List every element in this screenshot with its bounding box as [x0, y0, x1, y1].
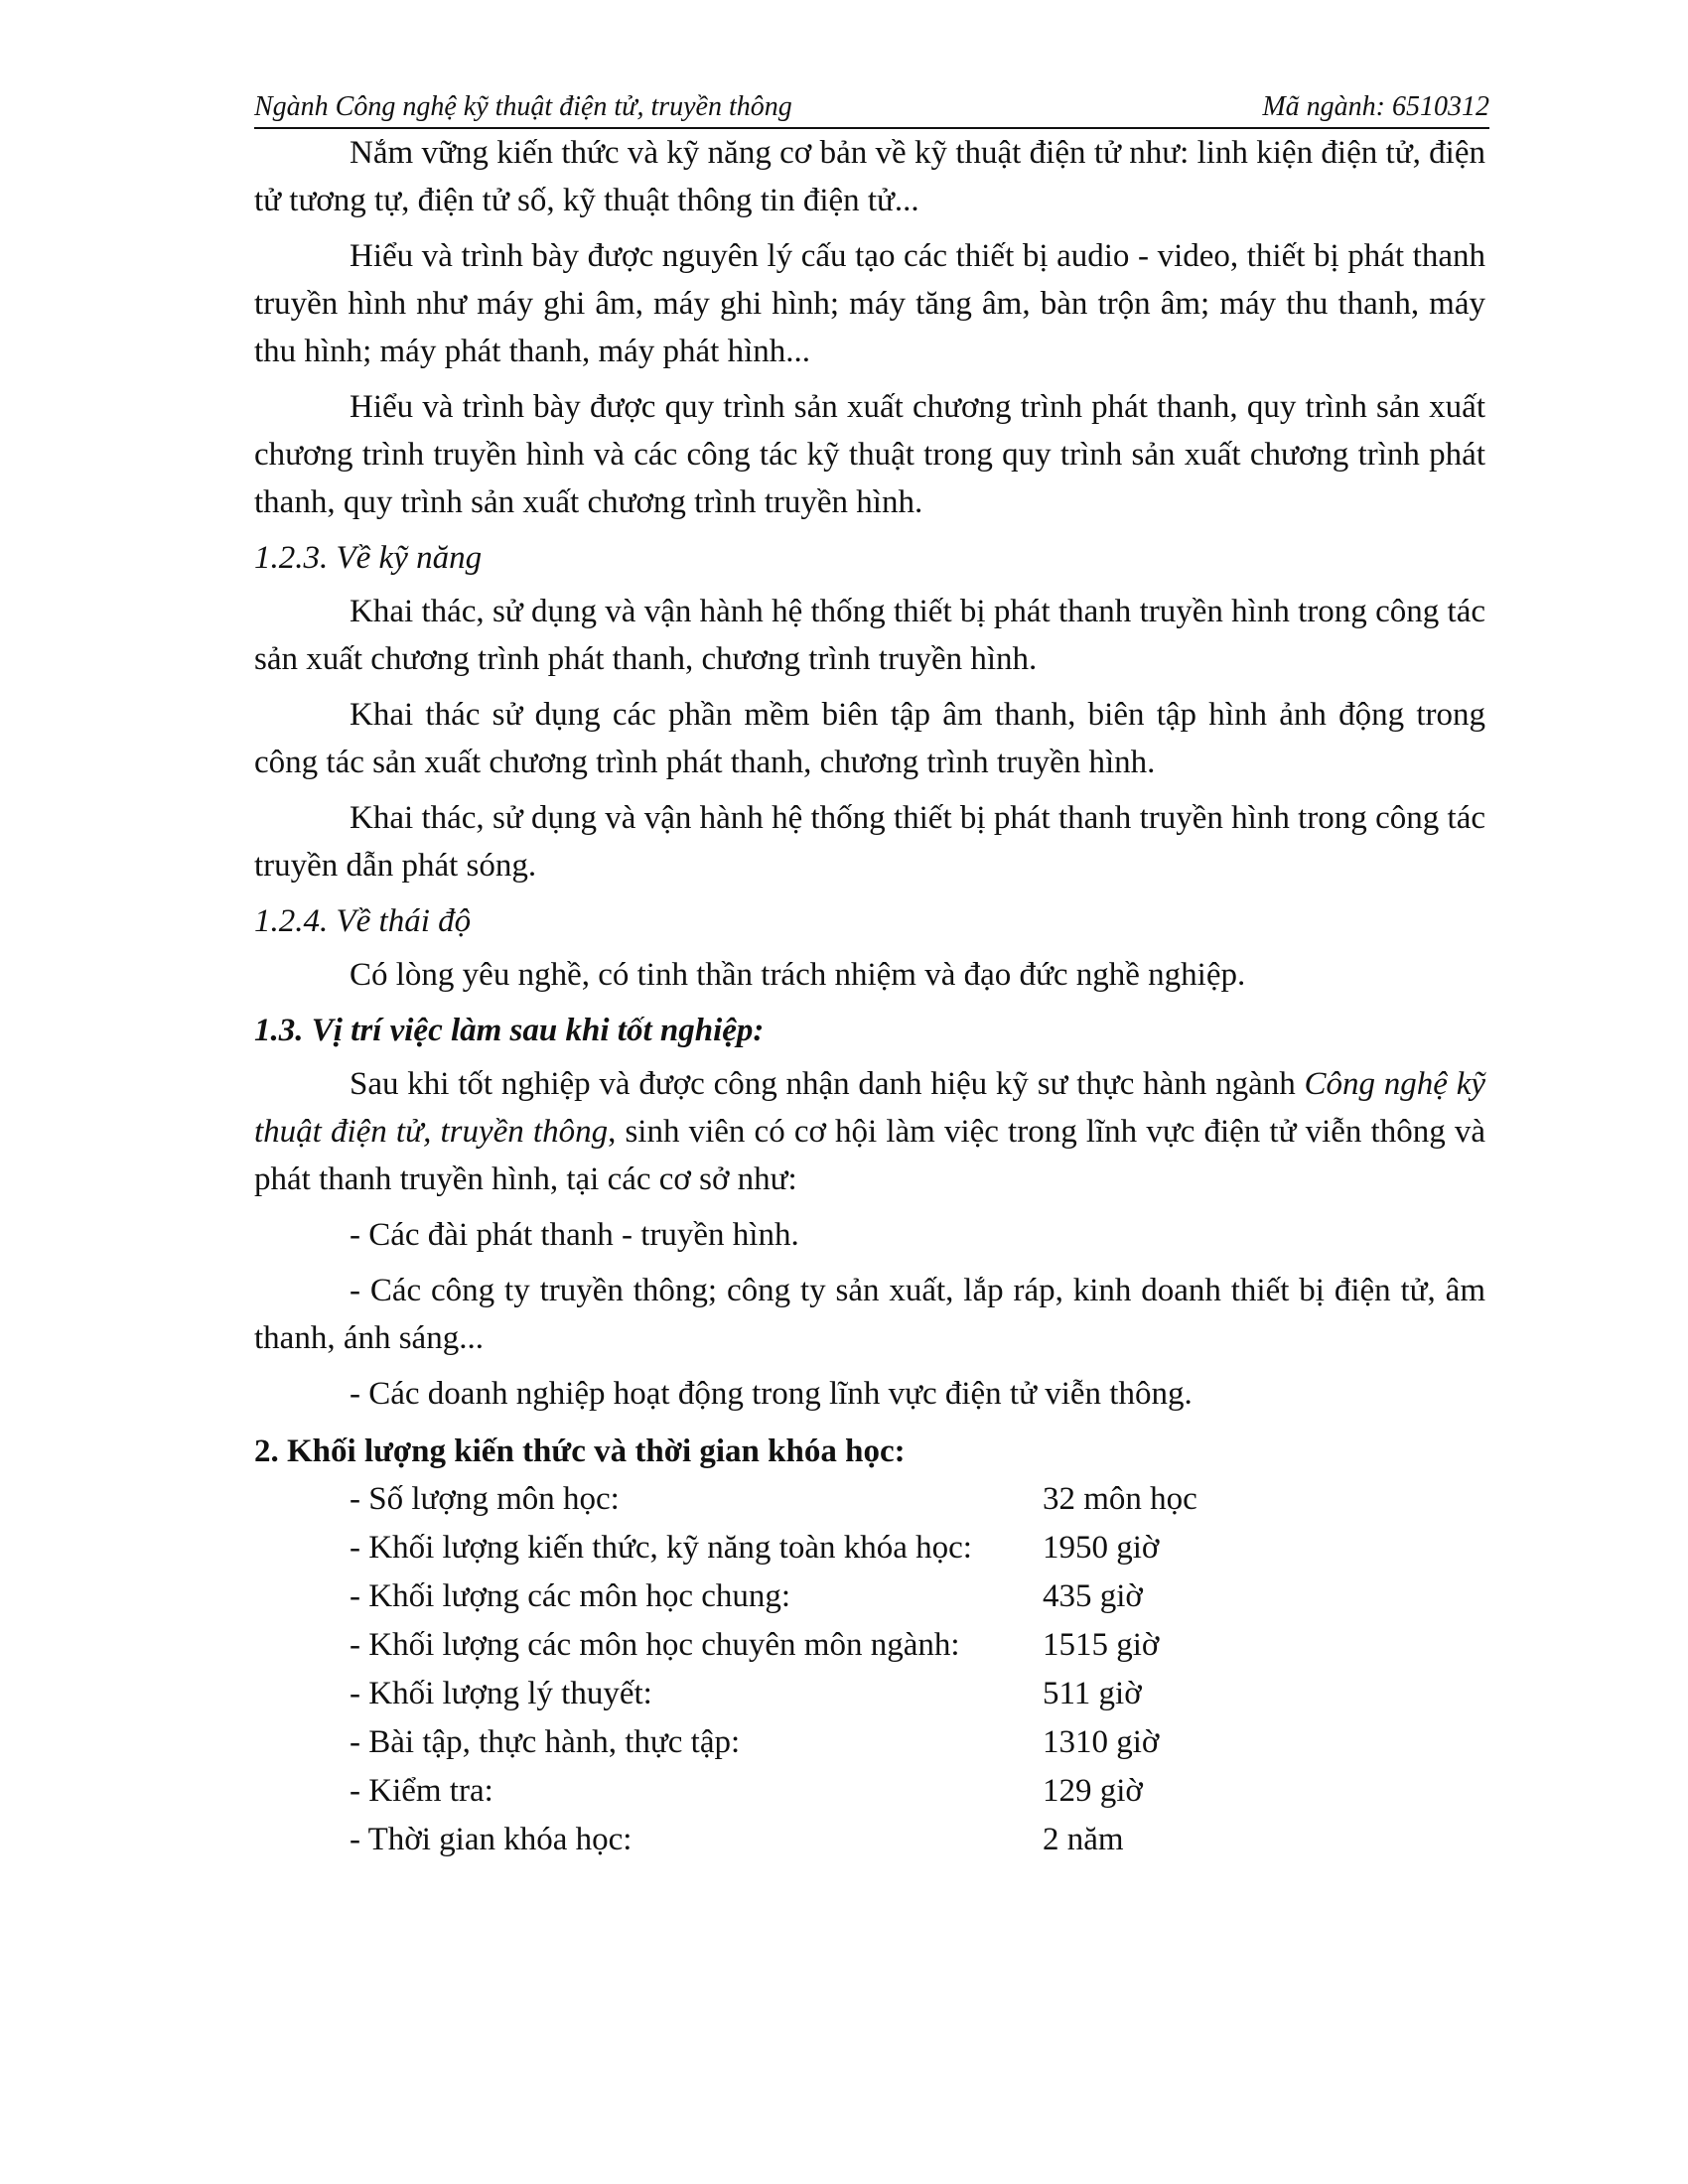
- jobs-list-item: - Các doanh nghiệp hoạt động trong lĩnh vực điện tử viễn thông.: [350, 1376, 1193, 1412]
- skills-paragraph-3: Khai thác, sử dụng và vận hành hệ thống thiết bị phát thanh truyền hình trong công tác truyền dẫn phát sóng.: [254, 800, 1485, 884]
- volume-row-value: 1310 giờ: [1043, 1724, 1160, 1760]
- volume-row-label: - Khối lượng lý thuyết:: [350, 1676, 652, 1711]
- volume-row-label: - Khối lượng các môn học chuyên môn ngành:: [350, 1627, 960, 1663]
- volume-row: [350, 1572, 1485, 1621]
- volume-row: [350, 1475, 1485, 1524]
- volume-row-value: 129 giờ: [1043, 1773, 1143, 1809]
- volume-row-label: - Khối lượng các môn học chung:: [350, 1578, 791, 1614]
- jobs-list-item: - Các công ty truyền thông; công ty sản xuất, lắp ráp, kinh doanh thiết bị điện tử, âm thanh, ánh sáng...: [254, 1273, 1485, 1356]
- jobs-intro-end: , sinh viên có cơ hội làm việc trong lĩnh vực điện tử viễn thông và phát thanh truyền hình, tại các cơ sở như:: [254, 1114, 1486, 1197]
- knowledge-paragraph-1: Nắm vững kiến thức và kỹ năng cơ bản về kỹ thuật điện tử như: linh kiện điện tử, điện tử tương tự, điện tử số, kỹ thuật thông tin điện tử...: [254, 135, 1485, 218]
- volume-row: [350, 1621, 1485, 1670]
- header-program-name: Ngành Công nghệ kỹ thuật điện tử, truyền thông: [254, 91, 792, 122]
- knowledge-paragraph-2: Hiểu và trình bày được nguyên lý cấu tạo các thiết bị audio - video, thiết bị phát thanh truyền hình như máy ghi âm, máy ghi hình; máy tăng âm, bàn trộn âm; máy thu thanh, máy thu hình; máy phát thanh, máy phát hình...: [254, 238, 1485, 369]
- volume-row: [350, 1670, 1485, 1718]
- running-header: [254, 87, 1489, 129]
- volume-table: [350, 1475, 1485, 1864]
- volume-row-label: - Số lượng môn học:: [350, 1481, 620, 1517]
- volume-row: [350, 1816, 1485, 1864]
- skills-paragraph-2: Khai thác sử dụng các phần mềm biên tập âm thanh, biên tập hình ảnh động trong công tác sản xuất chương trình phát thanh, chương trình truyền hình.: [254, 697, 1485, 780]
- volume-row-value: 1950 giờ: [1043, 1530, 1160, 1566]
- volume-row-label: - Bài tập, thực hành, thực tập:: [350, 1724, 741, 1760]
- attitude-heading: 1.2.4. Về thái độ: [254, 903, 472, 939]
- volume-row: [350, 1524, 1485, 1572]
- volume-row-value: 1515 giờ: [1043, 1627, 1160, 1663]
- document-page: [254, 87, 1489, 1864]
- jobs-heading: 1.3. Vị trí việc làm sau khi tốt nghiệp:: [254, 1013, 765, 1048]
- volume-row-value: 511 giờ: [1043, 1676, 1142, 1711]
- volume-row-value: 2 năm: [1043, 1822, 1124, 1857]
- volume-row-value: 32 môn học: [1043, 1481, 1197, 1517]
- jobs-intro-major: Công nghệ kỹ thuật điện tử, truyền thông: [254, 1066, 1485, 1150]
- volume-row: [350, 1718, 1485, 1767]
- jobs-intro-start: Sau khi tốt nghiệp và được công nhận danh hiệu kỹ sư thực hành ngành: [350, 1066, 1305, 1102]
- jobs-intro-paragraph: [254, 1060, 1485, 1203]
- document-body: [254, 129, 1485, 1864]
- volume-row-label: - Kiểm tra:: [350, 1773, 493, 1809]
- volume-row-label: - Thời gian khóa học:: [350, 1822, 633, 1857]
- volume-heading: 2. Khối lượng kiến thức và thời gian khóa học:: [254, 1433, 906, 1469]
- skills-heading: 1.2.3. Về kỹ năng: [254, 540, 483, 576]
- jobs-list-item: - Các đài phát thanh - truyền hình.: [350, 1217, 799, 1253]
- skills-paragraph-1: Khai thác, sử dụng và vận hành hệ thống thiết bị phát thanh truyền hình trong công tác sản xuất chương trình phát thanh, chương trình truyền hình.: [254, 594, 1485, 677]
- volume-row-value: 435 giờ: [1043, 1578, 1143, 1614]
- volume-row: [350, 1767, 1485, 1816]
- header-program-code: Mã ngành: 6510312: [1262, 91, 1489, 122]
- attitude-paragraph: Có lòng yêu nghề, có tinh thần trách nhiệm và đạo đức nghề nghiệp.: [350, 957, 1246, 993]
- volume-row-label: - Khối lượng kiến thức, kỹ năng toàn khóa học:: [350, 1530, 972, 1566]
- knowledge-paragraph-3: Hiểu và trình bày được quy trình sản xuất chương trình phát thanh, quy trình sản xuất chương trình truyền hình và các công tác kỹ thuật trong quy trình sản xuất chương trình phát thanh, quy trình sản xuất chương trình truyền hình.: [254, 389, 1485, 520]
